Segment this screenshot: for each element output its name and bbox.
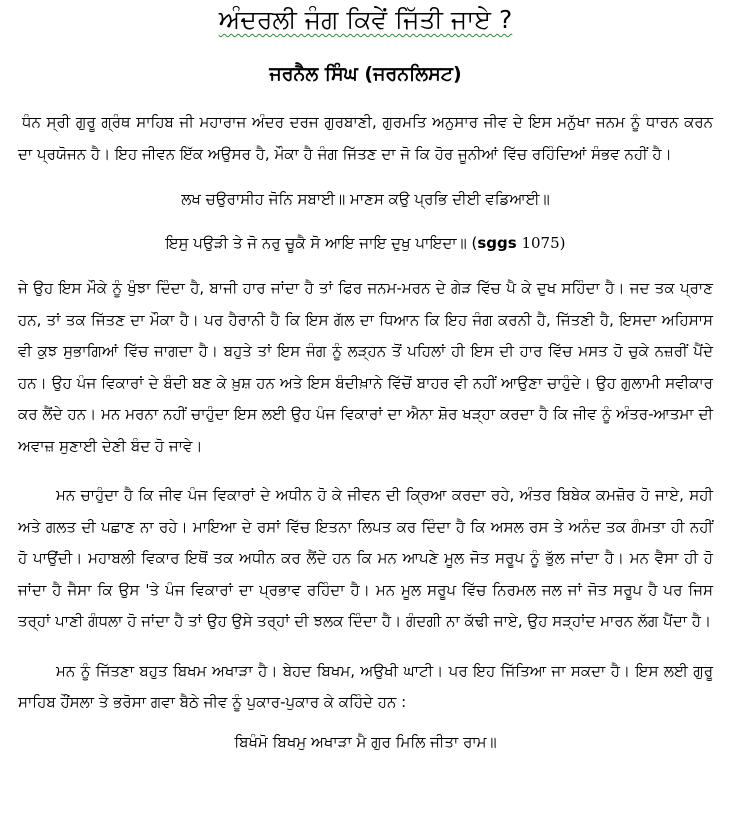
paragraph-3: ਮਨ ਚਾਹੁੰਦਾ ਹੈ ਕਿ ਜੀਵ ਪੰਜ ਵਿਕਾਰਾਂ ਦੇ ਅਧੀਨ ਹੋ ਕੇ ਜੀਵਨ ਦੀ ਕ੍ਰਿਆ ਕਰਦਾ ਰਹੇ, ਅੰਤਰ ਬਿਬੇਕ ਕਮਜ਼ੋਰ ਹੋ ਜਾਏ, ਸਹੀ ਅਤੇ ਗਲਤ ਦੀ ਪਛਾਣ ਨਾ ਰਹੇ। ਮਾਇਆ ਦੇ ਰਸਾਂ ਵਿੱਚ ਇਤਨਾ ਲਿਪਤ ਕਰ ਦਿੰਦਾ ਹੈ ਕਿ ਅਸਲ ਰਸ ਤੇ ਅਨੰਦ ਤਕ ਗੰਮਤਾ ਹੀ ਨਹੀਂ ਹੋ ਪਾਉਂਦੀ। ਮਹਾਬਲੀ ਵਿਕਾਰ ਇਥੋਂ ਤਕ ਅਧੀਨ ਕਰ ਲੈਂਦੇ ਹਨ ਕਿ ਮਨ ਆਪਣੇ ਮੂਲ ਜੋਤ ਸਰੂਪ ਨੂੰ ਭੁੱਲ ਜਾਂਦਾ ਹੈ। ਮਨ ਵੈਸਾ ਹੀ ਹੋ ਜਾਂਦਾ ਹੈ ਜੈਸਾ ਕਿ ਉਸ 'ਤੇ ਪੰਜ ਵਿਕਾਰਾਂ ਦਾ ਪ੍ਰਭਾਵ ਰਹਿੰਦਾ ਹੈ। ਮਨ ਮੂਲ ਸਰੂਪ ਵਿੱਚ ਨਿਰਮਲ ਜਲ ਜਾਂ ਜੋਤ ਸਰੂਪ ਹੈ ਪਰ ਜਿਸ ਤਰ੍ਹਾਂ ਪਾਣੀ ਗੰਧਲਾ ਹੋ ਜਾਂਦਾ ਹੈ ਤਾਂ ਉਹ ਉਸੇ ਤਰ੍ਹਾਂ ਦੀ ਝਲਕ ਦਿੰਦਾ ਹੈ। ਗੰਦਗੀ ਨਾ ਕੱਢੀ ਜਾਏ, ਉਹ ਸੜ੍ਹਾਂਦ ਮਾਰਨ ਲੱਗ ਪੈਂਦਾ ਹੈ। <box>18 486 713 630</box>
scripture-quote-2 <box>18 228 713 258</box>
article-title-text: ਅੰਦਰਲੀ ਜੰਗ ਕਿਵੇਂ ਜਿੱਤੀ ਜਾਏ ? <box>218 5 513 34</box>
scripture-quote-1: ਲਖ ਚਉਰਾਸੀਹ ਜੋਨਿ ਸਬਾਈ॥ ਮਾਣਸ ਕਉ ਪ੍ਰਭਿ ਦੀਈ ਵਡਿਆਈ॥ <box>181 190 550 208</box>
paragraph-4: ਮਨ ਨੂੰ ਜਿੱਤਣਾ ਬਹੁਤ ਬਿਖਮ ਅਖਾੜਾ ਹੈ। ਬੇਹਦ ਬਿਖਮ, ਅਉਖੀ ਘਾਟੀ। ਪਰ ਇਹ ਜਿੱਤਿਆ ਜਾ ਸਕਦਾ ਹੈ। ਇਸ ਲਈ ਗੁਰੂ ਸਾਹਿਬ ਹੌਂਸਲਾ ਤੇ ਭਰੋਸਾ ਗਵਾ ਬੈਠੇ ਜੀਵ ਨੂੰ ਪੁਕਾਰ-ਪੁਕਾਰ ਕੇ ਕਹਿੰਦੇ ਹਨ : <box>18 661 713 711</box>
scripture-quote-3: ਬਿਖੰਮੋ ਬਿਖਮੁ ਅਖਾੜਾ ਮੈ ਗੁਰ ਮਿਲਿ ਜੀਤਾ ਰਾਮ॥ <box>234 732 497 751</box>
paragraph-2: ਜੇ ਉਹ ਇਸ ਮੌਕੇ ਨੂੰ ਖੁੰਝਾ ਦਿੰਦਾ ਹੈ, ਬਾਜੀ ਹਾਰ ਜਾਂਦਾ ਹੈ ਤਾਂ ਫਿਰ ਜਨਮ-ਮਰਨ ਦੇ ਗੇੜ ਵਿੱਚ ਪੈ ਕੇ ਦੁਖ ਸਹਿੰਦਾ ਹੈ। ਜਦ ਤਕ ਪ੍ਰਾਣ ਹਨ, ਤਾਂ ਤਕ ਜਿੱਤਣ ਦਾ ਮੌਕਾ ਹੈ। ਪਰ ਹੈਰਾਨੀ ਹੈ ਕਿ ਇਸ ਗੱਲ ਦਾ ਧਿਆਨ ਕਿ ਇਹ ਜੰਗ ਕਰਨੀ ਹੈ, ਜਿੱਤਣੀ ਹੈ, ਇਸਦਾ ਅਹਿਸਾਸ ਵੀ ਕੁਝ ਸੁਭਾਗਿਆਂ ਵਿੱਚ ਜਾਗਦਾ ਹੈ। ਬਹੁਤੇ ਤਾਂ ਇਸ ਜੰਗ ਨੂੰ ਲੜ੍ਹਨ ਤੋਂ ਪਹਿਲਾਂ ਹੀ ਇਸ ਦੀ ਹਾਰ ਵਿੱਚ ਮਸਤ ਹੋ ਚੁਕੇ ਨਜ਼ਰੀਂ ਪੈਂਦੇ ਹਨ। ਉਹ ਪੰਜ ਵਿਕਾਰਾਂ ਦੇ ਬੰਦੀ ਬਣ ਕੇ ਖ਼ੁਸ਼ ਹਨ ਅਤੇ ਇਸ ਬੰਦੀਖ਼ਾਨੇ ਵਿੱਚੋਂ ਬਾਹਰ ਵੀ ਨਹੀਂ ਆਉਣਾ ਚਾਹੁੰਦੇ। ਉਹ ਗੁਲਾਮੀ ਸਵੀਕਾਰ ਕਰ ਲੈਂਦੇ ਹਨ। ਮਨ ਮਰਨਾ ਨਹੀਂ ਚਾਹੁੰਦਾ ਇਸ ਲਈ ਉਹ ਪੰਜ ਵਿਕਾਰਾਂ ਦਾ ਐਨਾ ਸ਼ੋਰ ਖੜ੍ਹਾ ਕਰਦਾ ਹੈ ਕਿ ਜੀਵ ਨੂੰ ਅੰਤਰ-ਆਤਮਾ ਦੀ ਅਵਾਜ਼ ਸੁਣਾਈ ਦੇਣੀ ਬੰਦ ਹੋ ਜਾਵੇ। <box>18 279 713 455</box>
paragraph-intro: ਧੰਨ ਸ੍ਰੀ ਗੁਰੂ ਗ੍ਰੰਥ ਸਾਹਿਬ ਜੀ ਮਹਾਰਾਜ ਅੰਦਰ ਦਰਜ ਗੁਰਬਾਣੀ, ਗੁਰਮਤਿ ਅਨੁਸਾਰ ਜੀਵ ਦੇ ਇਸ ਮਨੁੱਖਾ ਜਨਮ ਨੂੰ ਧਾਰਨ ਕਰਨ ਦਾ ਪ੍ਰਯੋਜਨ ਹੈ। ਇਹ ਜੀਵਨ ਇੱਕ ਅਉਸਰ ਹੈ, ਮੌਕਾ ਹੈ ਜੰਗ ਜਿੱਤਣ ਦਾ ਜੋ ਕਿ ਹੋਰ ਜੂਨੀਆਂ ਵਿੱਚ ਰਹਿੰਦਿਆਂ ਸੰਭਵ ਨਹੀਂ ਹੈ। <box>18 113 713 163</box>
scripture-quote-2-text: ਇਸੁ ਪਉੜੀ ਤੇ ਜੋ ਨਰੁ ਚੂਕੈ ਸੋ ਆਇ ਜਾਇ ਦੁਖੁ ਪਾਇਦਾ॥ ( <box>165 234 478 252</box>
scripture-page-number: 1075) <box>516 234 566 252</box>
author-byline: ਜਰਨੈਲ ਸਿੰਘ (ਜਰਨਲਿਸਟ) <box>269 63 462 85</box>
scripture-source: sggs <box>477 234 517 252</box>
article-title <box>18 0 713 38</box>
